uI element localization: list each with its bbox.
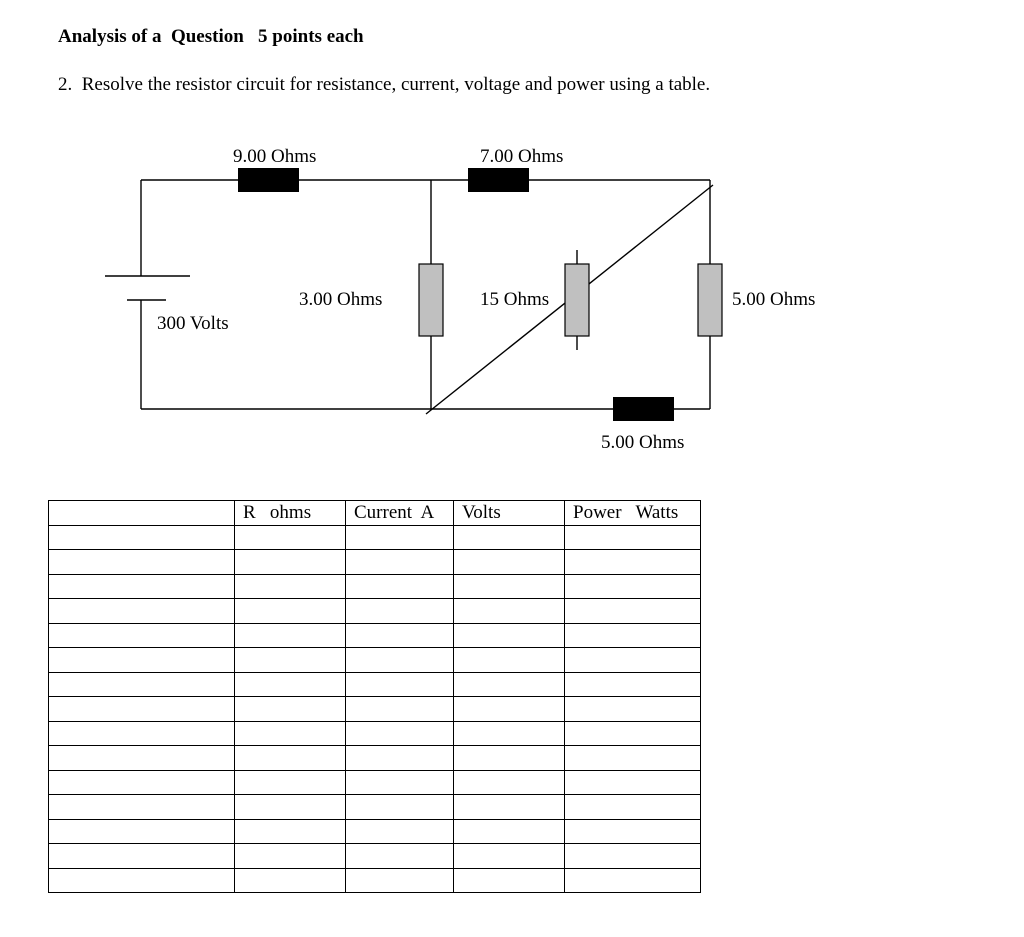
table-cell (346, 648, 454, 673)
table-cell (454, 795, 565, 820)
table-cell (346, 623, 454, 648)
label-resistor-middle: 3.00 Ohms (299, 289, 383, 310)
table-cell (49, 623, 235, 648)
label-resistor-right: 5.00 Ohms (732, 289, 816, 310)
resistor-right (698, 264, 722, 336)
table-cell (346, 525, 454, 550)
table-cell (346, 574, 454, 599)
table-cell (235, 721, 346, 746)
table-cell (235, 819, 346, 844)
table-cell (235, 550, 346, 575)
header-cell-volts: Volts (454, 501, 565, 526)
table-row (49, 623, 701, 648)
header-cell-label (49, 501, 235, 526)
table-cell (454, 697, 565, 722)
table-cell (565, 550, 701, 575)
table-row (49, 819, 701, 844)
table-cell (454, 746, 565, 771)
table-cell (346, 672, 454, 697)
table-cell (49, 599, 235, 624)
table-cell (454, 623, 565, 648)
resistor-top-left (238, 168, 299, 192)
table-cell (49, 819, 235, 844)
table-cell (235, 623, 346, 648)
table-cell (346, 697, 454, 722)
table-cell (49, 648, 235, 673)
table-row (49, 721, 701, 746)
table-cell (454, 770, 565, 795)
table-cell (49, 770, 235, 795)
table-row (49, 599, 701, 624)
table-cell (49, 574, 235, 599)
table-cell (565, 525, 701, 550)
table-cell (49, 525, 235, 550)
table-cell (49, 795, 235, 820)
resistor-middle (419, 264, 443, 336)
table-cell (346, 819, 454, 844)
label-resistor-bottom: 5.00 Ohms (601, 432, 685, 453)
table-row (49, 746, 701, 771)
table-cell (235, 648, 346, 673)
table-cell (49, 721, 235, 746)
table-cell (565, 599, 701, 624)
label-resistor-top-left: 9.00 Ohms (233, 146, 317, 167)
table-cell (235, 697, 346, 722)
table-cell (235, 844, 346, 869)
table-cell (565, 574, 701, 599)
table-cell (454, 648, 565, 673)
table-cell (454, 599, 565, 624)
table-cell (565, 770, 701, 795)
resistor-bottom (613, 397, 674, 421)
table-cell (49, 672, 235, 697)
table-cell (346, 599, 454, 624)
table-cell (565, 672, 701, 697)
table-cell (346, 795, 454, 820)
table-cell (565, 819, 701, 844)
table-cell (454, 525, 565, 550)
table-cell (346, 721, 454, 746)
table-body (49, 525, 701, 893)
table-cell (454, 721, 565, 746)
table-cell (565, 697, 701, 722)
table-cell (565, 795, 701, 820)
table-cell (454, 844, 565, 869)
table-row (49, 868, 701, 893)
table-cell (565, 746, 701, 771)
header-cell-power: Power Watts (565, 501, 701, 526)
table-row (49, 795, 701, 820)
label-battery: 300 Volts (157, 313, 229, 334)
page-heading: Analysis of a Question 5 points each (58, 26, 364, 47)
table-cell (49, 844, 235, 869)
table-cell (565, 648, 701, 673)
question-text: 2. Resolve the resistor circuit for resistance, current, voltage and power using a table. (58, 74, 711, 95)
table-cell (565, 623, 701, 648)
table-cell (565, 844, 701, 869)
table-cell (49, 550, 235, 575)
table-cell (346, 550, 454, 575)
table-cell (235, 746, 346, 771)
table-cell (235, 599, 346, 624)
table-row (49, 672, 701, 697)
table-row (49, 574, 701, 599)
table-row (49, 844, 701, 869)
label-resistor-center: 15 Ohms (480, 289, 550, 310)
table-row (49, 770, 701, 795)
table-row (49, 648, 701, 673)
header-cell-current: Current A (346, 501, 454, 526)
resistor-center (565, 264, 589, 336)
table-cell (49, 697, 235, 722)
results-table (48, 500, 701, 893)
table-cell (565, 721, 701, 746)
resistor-top-right (468, 168, 529, 192)
table-cell (454, 672, 565, 697)
table-cell (235, 672, 346, 697)
table-cell (454, 819, 565, 844)
table-cell (235, 795, 346, 820)
table-cell (235, 574, 346, 599)
table-header-row (49, 501, 701, 526)
table-row (49, 525, 701, 550)
table-cell (235, 525, 346, 550)
table-cell (346, 844, 454, 869)
label-resistor-top-right: 7.00 Ohms (480, 146, 564, 167)
table-cell (565, 868, 701, 893)
table-cell (346, 868, 454, 893)
table-cell (454, 550, 565, 575)
table-cell (235, 770, 346, 795)
table-cell (49, 746, 235, 771)
table-cell (346, 746, 454, 771)
table-cell (454, 574, 565, 599)
table-cell (49, 868, 235, 893)
table-cell (454, 868, 565, 893)
table-cell (235, 868, 346, 893)
table-cell (346, 770, 454, 795)
table-row (49, 550, 701, 575)
header-cell-resistance: R ohms (235, 501, 346, 526)
table-row (49, 697, 701, 722)
